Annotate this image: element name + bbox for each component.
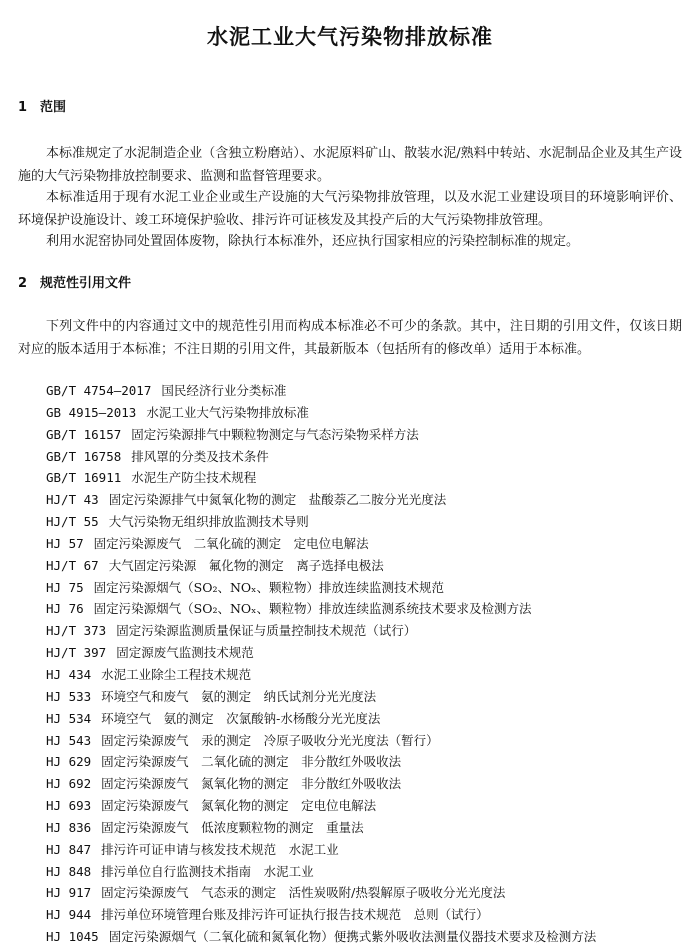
reference-title: 固定污染源排气中颗粒物测定与气态污染物采样方法 (131, 426, 419, 442)
reference-title: 固定污染源废气 汞的测定 冷原子吸收分光光度法（暂行） (101, 732, 439, 748)
reference-item (46, 555, 596, 577)
section-2-intro: 下列文件中的内容通过文中的规范性引用而构成本标准必不可少的条款。其中，注日期的引用文件，仅该日期对应的版本适用于本标准；不注日期的引用文件，其最新版本（包括所有的修改单）适用于本标准。 (18, 319, 682, 357)
reference-title: 环境空气和废气 氨的测定 纳氏试剂分光光度法 (101, 688, 377, 704)
reference-title: 固定污染源烟气（二氧化硫和氮氧化物）便携式紫外吸收法测量仪器技术要求及检测方法 (108, 929, 597, 945)
section-1-heading (18, 98, 66, 118)
reference-item (46, 730, 596, 752)
reference-title: 固定污染源排气中氮氧化物的测定 盐酸萘乙二胺分光光度法 (108, 492, 447, 508)
reference-title: 固定污染源废气 氮氧化物的测定 非分散红外吸收法 (101, 776, 402, 792)
section-2-heading (18, 274, 131, 294)
reference-title: 固定污染源废气 低浓度颗粒物的测定 重量法 (101, 819, 364, 835)
reference-title: 大气污染物无组织排放监测技术导则 (108, 514, 309, 530)
reference-item (46, 773, 596, 795)
reference-code: HJ/T 55 (46, 514, 99, 530)
reference-title: 水泥工业大气污染物排放标准 (146, 404, 309, 420)
reference-item (46, 642, 596, 664)
section-1-title: 范围 (40, 100, 67, 115)
reference-code: HJ 76 (46, 601, 84, 617)
reference-item (46, 795, 596, 817)
reference-code: HJ 847 (46, 841, 92, 857)
reference-code: HJ 693 (46, 798, 92, 814)
reference-item (46, 904, 596, 926)
reference-title: 水泥工业除尘工程技术规范 (101, 666, 252, 682)
reference-list (46, 380, 596, 948)
reference-code: HJ 75 (46, 579, 84, 595)
reference-title: 固定污染源监测质量保证与质量控制技术规范（试行） (116, 623, 417, 639)
reference-title: 固定污染源烟气（SO₂、NOₓ、颗粒物）排放连续监测技术规范 (93, 579, 444, 595)
reference-code: GB/T 4754—2017 (46, 383, 152, 398)
reference-code: HJ 1045 (46, 929, 99, 945)
reference-code: HJ/T 43 (46, 492, 99, 508)
section-1-number: 1 (18, 100, 28, 115)
reference-code: GB/T 16758 (46, 448, 122, 464)
reference-code: HJ 434 (46, 666, 92, 682)
section-1-paragraph-1: 本标准规定了水泥制造企业（含独立粉磨站）、水泥原料矿山、散装水泥/熟料中转站、水泥制品企业及其生产设施的大气污染物排放控制要求、监测和监督管理要求。 (18, 146, 682, 184)
document-title: 水泥工业大气污染物排放标准 (207, 25, 493, 49)
reference-code: HJ 543 (46, 732, 92, 748)
reference-title: 排污许可证申请与核发技术规范 水泥工业 (101, 841, 339, 857)
reference-item (46, 511, 596, 533)
section-2-number: 2 (18, 276, 28, 291)
reference-code: HJ/T 397 (46, 645, 107, 661)
reference-item (46, 882, 596, 904)
reference-item (46, 467, 596, 489)
reference-title: 水泥生产防尘技术规程 (131, 470, 257, 486)
reference-item (46, 751, 596, 773)
reference-title: 固定源废气监测技术规范 (116, 645, 254, 661)
reference-code: HJ 692 (46, 776, 92, 792)
reference-code: HJ 629 (46, 754, 92, 770)
reference-title: 固定污染源废气 二氧化硫的测定 非分散红外吸收法 (101, 754, 402, 770)
reference-code: HJ 534 (46, 710, 92, 726)
reference-item (46, 380, 596, 402)
reference-item (46, 664, 596, 686)
reference-item (46, 489, 596, 511)
reference-code: HJ 944 (46, 907, 92, 923)
reference-code: HJ/T 373 (46, 623, 107, 639)
reference-code: HJ 836 (46, 819, 92, 835)
section-2-title: 规范性引用文件 (40, 276, 132, 291)
reference-title: 固定污染源废气 二氧化硫的测定 定电位电解法 (93, 535, 369, 551)
section-1-paragraph-3: 利用水泥窑协同处置固体废物，除执行本标准外，还应执行国家相应的污染控制标准的规定。 (46, 234, 580, 249)
reference-item (46, 817, 596, 839)
reference-item (46, 708, 596, 730)
reference-item (46, 686, 596, 708)
reference-item (46, 402, 596, 424)
reference-title: 排污单位自行监测技术指南 水泥工业 (101, 863, 314, 879)
reference-item (46, 533, 596, 555)
reference-title: 固定污染源废气 氮氧化物的测定 定电位电解法 (101, 798, 377, 814)
reference-title: 固定污染源废气 气态汞的测定 活性炭吸附/热裂解原子吸收分光光度法 (101, 885, 506, 901)
reference-item (46, 926, 596, 948)
reference-item (46, 839, 596, 861)
section-1-paragraph-2: 本标准适用于现有水泥工业企业或生产设施的大气污染物排放管理，以及水泥工业建设项目的环境影响评价、环境保护设施设计、竣工环境保护验收、排污许可证核发及其投产后的大气污染物排放管理。 (18, 190, 682, 228)
reference-item (46, 598, 596, 620)
reference-title: 大气固定污染源 氟化物的测定 离子选择电极法 (108, 557, 384, 573)
reference-code: HJ 533 (46, 688, 92, 704)
reference-item (46, 424, 596, 446)
reference-item (46, 577, 596, 599)
reference-title: 环境空气 氨的测定 次氯酸钠-水杨酸分光光度法 (101, 710, 381, 726)
reference-code: GB 4915—2013 (46, 404, 137, 420)
reference-title: 国民经济行业分类标准 (161, 383, 287, 398)
reference-code: HJ/T 67 (46, 557, 99, 573)
reference-item (46, 861, 596, 883)
reference-item (46, 446, 596, 468)
reference-code: GB/T 16157 (46, 426, 122, 442)
reference-title: 排污单位环境管理台账及排污许可证执行报告技术规范 总则（试行） (101, 907, 489, 923)
reference-title: 排风罩的分类及技术条件 (131, 448, 269, 464)
reference-code: HJ 848 (46, 863, 92, 879)
reference-code: HJ 57 (46, 535, 84, 551)
reference-item (46, 620, 596, 642)
reference-code: HJ 917 (46, 885, 92, 901)
reference-title: 固定污染源烟气（SO₂、NOₓ、颗粒物）排放连续监测系统技术要求及检测方法 (93, 601, 532, 617)
reference-code: GB/T 16911 (46, 470, 122, 486)
